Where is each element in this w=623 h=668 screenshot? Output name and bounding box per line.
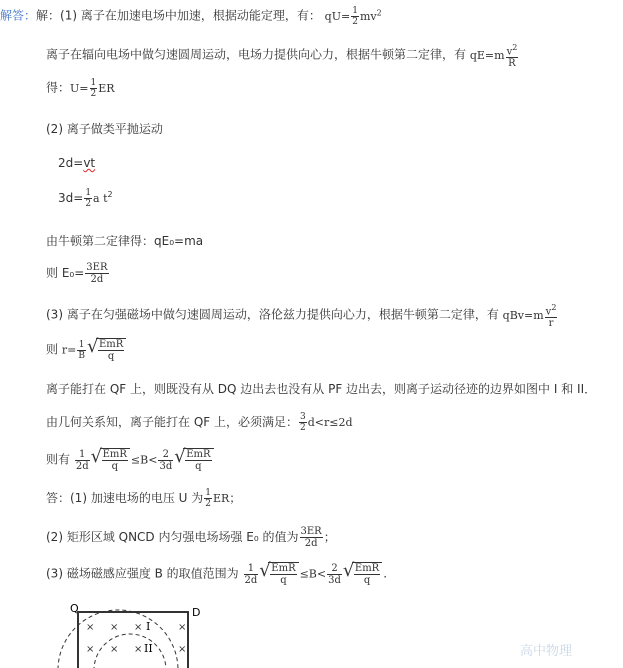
watermark: 高中物理	[520, 644, 573, 659]
solution-line-2	[46, 42, 519, 69]
label-D: D	[192, 606, 201, 619]
svg-text:×: ×	[134, 644, 143, 655]
svg-text:×: ×	[110, 644, 119, 655]
svg-text:×: ×	[86, 622, 95, 633]
svg-text:×: ×	[86, 644, 95, 655]
solution-line-3: 得：U= $\frac{1}{2}$ ER	[46, 78, 115, 99]
label-II: II	[144, 642, 153, 655]
field-crosses	[86, 622, 186, 655]
svg-text:×: ×	[178, 644, 187, 655]
svg-text:×: ×	[110, 622, 119, 633]
geometry-condition: 由几何关系知，离子能打在 QF 上，必须满足： $\frac{3}{2}$ d<r≤2d	[46, 412, 353, 433]
solution-label: 解答：	[0, 8, 37, 23]
radial-field-text: 离子在辐向电场中做匀速圆周运动，电场力提供向心力，根据牛顿第二定律，有	[46, 47, 467, 62]
newton-law-line: 由牛顿第二定律得：qE₀=ma	[46, 234, 204, 248]
field-strength-result: 则 E₀= $\frac{3ER}{2d}$	[46, 262, 108, 285]
radius-result: 则 r= $\frac{1}{B}$ √ $\frac{\text{EmR}}{q}$	[46, 338, 127, 362]
trajectory-circle-2	[94, 634, 166, 668]
part1-text: 解：(1) 离子在加速电场中加速，根据动能定理，有：	[36, 8, 321, 23]
svg-text:×: ×	[134, 622, 143, 633]
energy-equation: qU= $\frac{1}{2}$ $mv^2$	[324, 6, 382, 27]
answer-1: 答：(1) 加速电场的电压 U 为 $\frac{1}{2}$ ER；	[46, 488, 242, 509]
boundary-text: 离子能打在 QF 上，则既没有从 DQ 边出去也没有从 PF 边出去，则离子运动径迹的边界如图中 I 和 II．	[46, 382, 597, 396]
answer-3: (3) 磁场磁感应强度 B 的取值范围为 $\frac{1}{2d}$ √ $\frac{\text{EmR}}{q}$ ≤B< $\frac{2}{3d}$ √ $\frac{\text{EmR}}{q}$ .	[46, 560, 388, 586]
vertical-motion-eq: 3d= $\frac{1}{2}$ a $t^2$	[58, 188, 113, 209]
solution-line-1	[0, 6, 382, 27]
horizontal-motion-eq: 2d=vt	[58, 156, 96, 170]
b-range-derivation: 则有 $\frac{1}{2d}$ √ $\frac{\text{EmR}}{q}$ ≤B< $\frac{2}{3d}$ √ $\frac{\text{EmR}}{q}$	[46, 448, 215, 472]
trajectory-circle-1	[58, 610, 178, 668]
label-Q: Q	[70, 602, 79, 615]
answer-2: (2) 矩形区域 QNCD 内匀强电场场强 E₀ 的值为 $\frac{3ER}{2d}$ ；	[46, 526, 336, 549]
magnetic-field-diagram	[40, 600, 210, 668]
label-I: I	[146, 620, 151, 633]
lorentz-equation: qBv=m $\frac{v^2}{r}$	[502, 303, 557, 330]
part2-title: (2) 离子做类平抛运动	[46, 122, 163, 136]
field-region-rect	[78, 612, 188, 668]
part3-text: (3) 离子在匀强磁场中做匀速圆周运动，洛伦兹力提供向心力，根据牛顿第二定律，有 qBv=m $\frac{v^2}{r}$	[46, 303, 557, 330]
svg-text:×: ×	[178, 622, 187, 633]
centripetal-equation: qE=m $\frac{v^2}{R}$	[469, 43, 518, 70]
voltage-result: U= $\frac{1}{2}$ ER	[70, 78, 115, 99]
